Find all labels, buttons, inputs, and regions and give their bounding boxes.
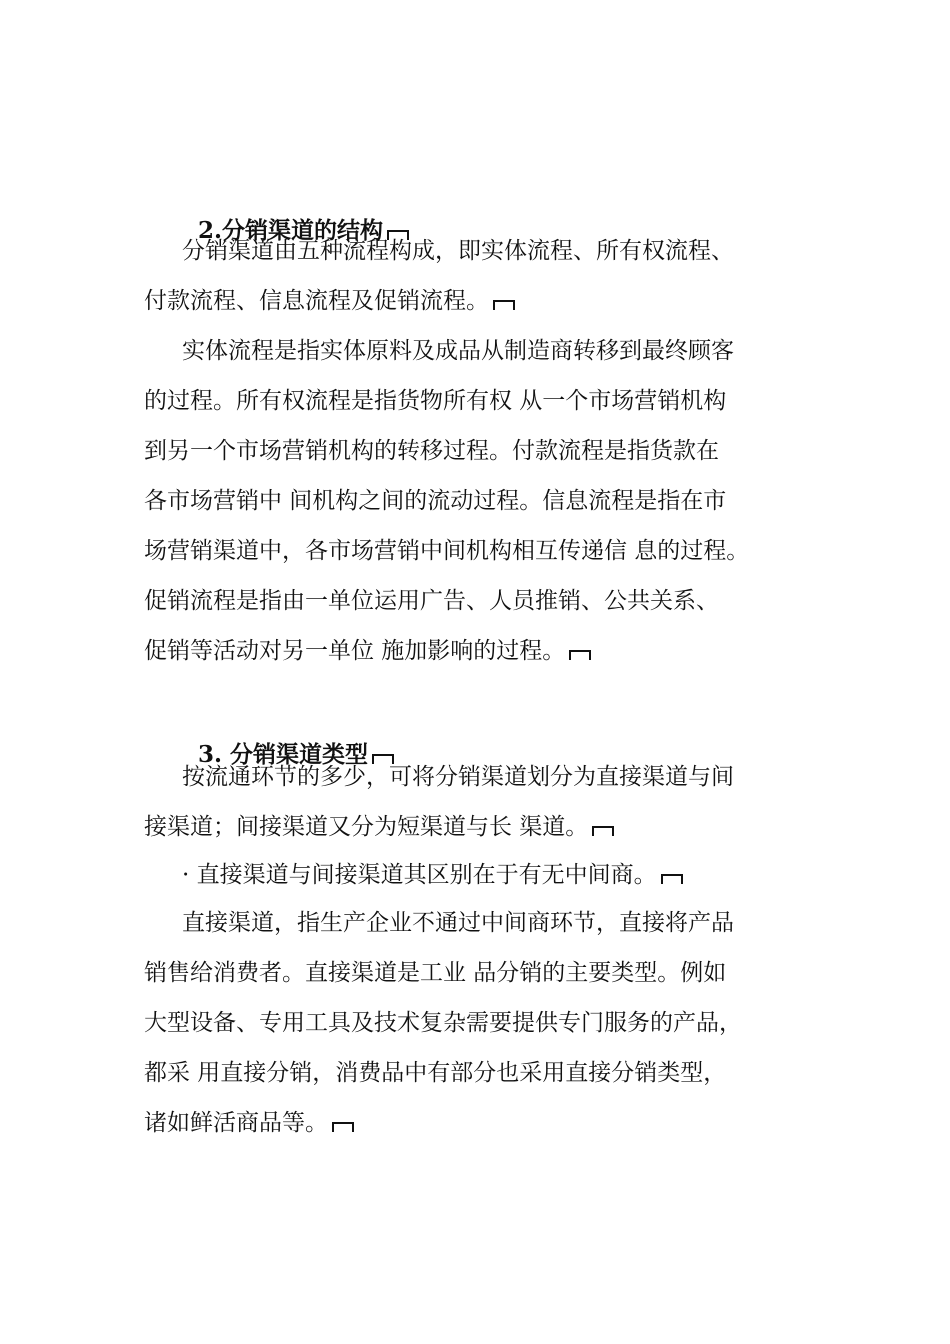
heading-3 <box>182 710 394 770</box>
text-line: 付款流程、信息流程及促销流程。 <box>144 288 489 314</box>
return-mark-icon <box>569 650 591 660</box>
heading-3-text: 3. 分销渠道类型 <box>198 741 369 768</box>
text-line-end <box>144 286 515 316</box>
return-mark-icon <box>332 1122 354 1132</box>
text-line: · 直接渠道与间接渠道其区别在于有无中间商。 <box>182 862 657 888</box>
text-line: 大型设备、专用工具及技术复杂需要提供专门服务的产品， <box>144 1010 742 1036</box>
text-line: 场营销渠道中，各市场营销中间机构相互传递信 息的过程。 <box>144 538 750 564</box>
text-line: 按流通环节的多少，可将分销渠道划分为直接渠道与间 <box>182 764 734 790</box>
return-mark-icon <box>661 874 683 884</box>
text-line-end <box>182 860 683 890</box>
text-line: 促销流程是指由一单位运用广告、人员推销、公共关系、 <box>144 588 719 614</box>
text-line: 销售给消费者。直接渠道是工业 品分销的主要类型。例如 <box>144 960 727 986</box>
text-line: 的过程。所有权流程是指货物所有权 从一个市场营销机构 <box>144 388 727 414</box>
text-line: 实体流程是指实体原料及成品从制造商转移到最终顾客 <box>182 338 734 364</box>
text-line-end <box>144 812 614 842</box>
text-line: 直接渠道，指生产企业不通过中间商环节，直接将产品 <box>182 910 734 936</box>
text-line: 接渠道；间接渠道又分为短渠道与长 渠道。 <box>144 814 589 840</box>
return-mark-icon <box>592 826 614 836</box>
text-line: 分销渠道由五种流程构成，即实体流程、所有权流程、 <box>182 238 734 264</box>
heading-2-text: 2.分销渠道的结构 <box>198 217 384 244</box>
text-line: 都采 用直接分销，消费品中有部分也采用直接分销类型， <box>144 1060 727 1086</box>
text-line: 促销等活动对另一单位 施加影响的过程。 <box>144 638 566 664</box>
text-line: 到另一个市场营销机构的转移过程。付款流程是指货款在 <box>144 438 719 464</box>
text-line-end <box>144 636 591 666</box>
return-mark-icon <box>493 300 515 310</box>
text-line: 诸如鲜活商品等。 <box>144 1110 328 1136</box>
text-line: 各市场营销中 间机构之间的流动过程。信息流程是指在市 <box>144 488 727 514</box>
text-line-end <box>144 1108 354 1138</box>
